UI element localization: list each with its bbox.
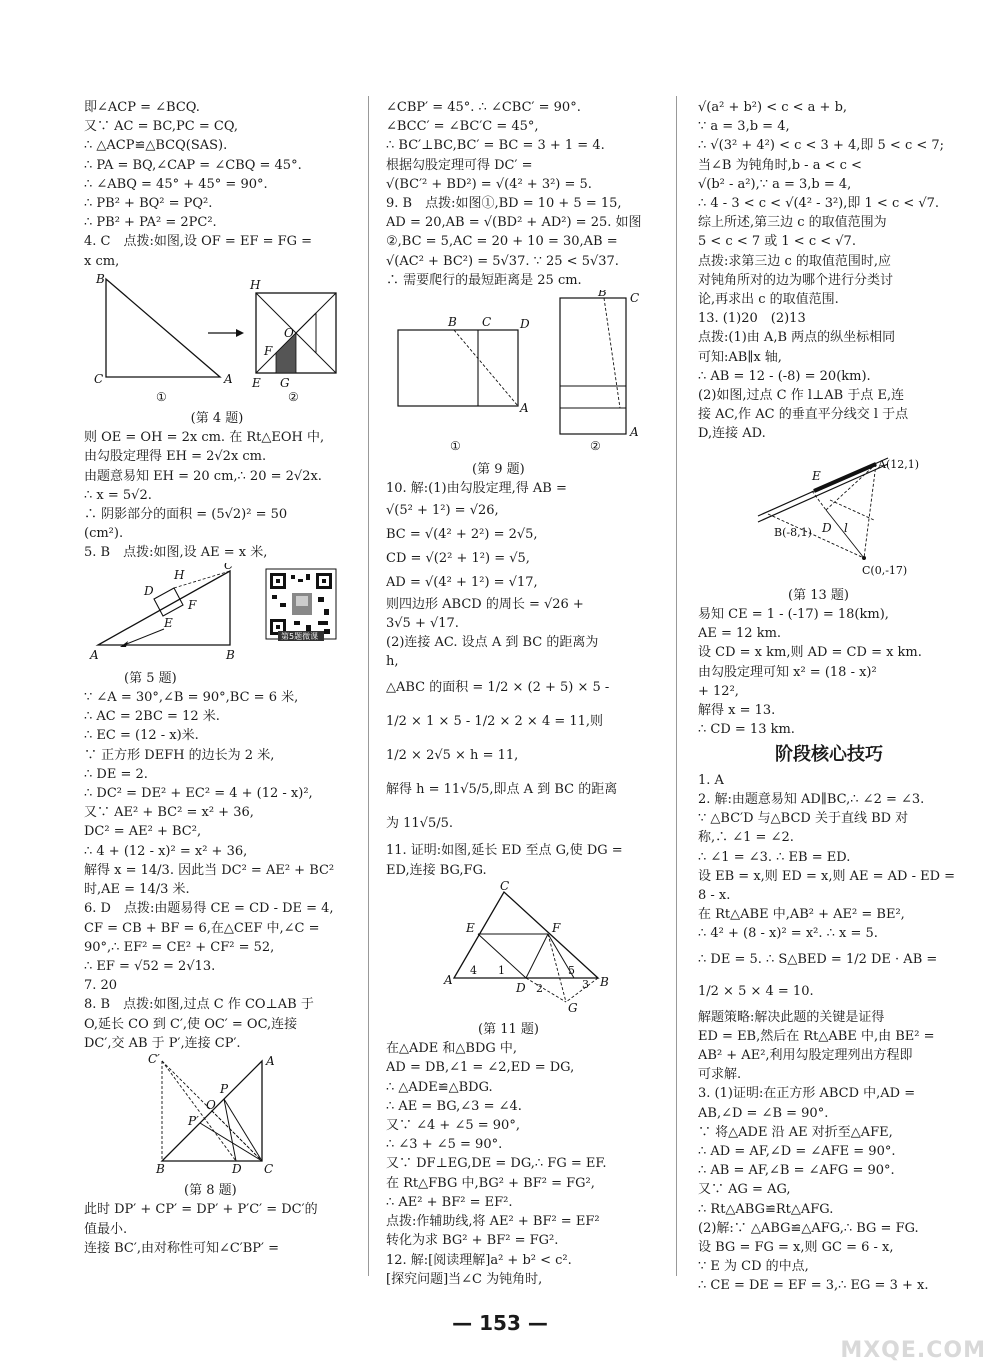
fig13-label: E [812,468,821,483]
fig4-label: F [264,343,273,358]
fig8-label: C [264,1161,274,1175]
text-line: ②,BC = 5,AC = 20 + 10 = 30,AB = [386,234,618,250]
text-line: ∴ 需要爬行的最短距离是 25 cm. [386,272,582,288]
fig5-label: H [174,567,185,582]
text-line: ∴ 4 + (12 - x)² = x² + 36, [84,843,248,859]
text-line: 时,AE = 14/3 米. [84,882,190,898]
figure-9 [386,290,648,454]
figure-caption: (第 11 题) [478,1022,539,1038]
fig9-label: D [520,317,530,332]
figure-4 [84,271,350,403]
text-line: 6. D 点拨:由题易得 CE = CD - DE = 4, [84,901,334,917]
text-line: ∴ CE = DE = EF = 3,∴ EG = 3 + x. [698,1278,929,1294]
text-line: 1. A [698,772,724,788]
column-divider-left [368,96,369,1276]
text-line: 1/2 × 5 × 4 = 10. [698,983,814,999]
text-line: ∴ EF = √52 = 2√13. [84,958,216,974]
text-line: 则四边形 ABCD 的周长 = √26 + [386,596,584,612]
text-block [84,1200,350,1258]
text-line: 可知:AB∥x 轴, [698,349,782,365]
text-line: ∴ Rt△ABG≌Rt△AFG. [698,1201,834,1217]
text-line: CF = CB + BF = 6,在△CEF 中,∠C = [84,920,320,936]
figure-caption: (第 8 题) [184,1183,237,1199]
text-block [386,98,648,290]
figure-caption: (第 13 题) [788,587,849,603]
text-line: AB,∠D = ∠B = 90°. [698,1105,829,1121]
text-line: ∴ AE² + BF² = EF². [386,1194,513,1210]
fig11-label: F [552,920,561,935]
section-heading: 阶段核心技巧 [775,744,883,766]
fig4-label: B [96,271,105,286]
fig9-label: ② [590,439,601,454]
text-line: 解得 h = 11√5/5,即点 A 到 BC 的距离 [386,782,618,798]
fig5-label: B [226,647,235,662]
fig11-label: 4 [470,963,477,977]
text-line: DC′,交 AB 于 P′,连接 CP′. [84,1035,241,1051]
fig9-label: ① [450,439,461,454]
text-line: 当∠B 为钝角时,b - a < c < [698,157,862,173]
fig9-label: C [482,315,492,330]
fig11-label: D [516,980,526,995]
fig4-label: A [224,371,233,386]
text-line: ∴ AC = 2BC = 12 米. [84,709,220,725]
text-line: 转化为求 BG² + BF² = FG². [386,1233,559,1249]
text-line: 值最小. [84,1221,128,1237]
text-line: 又∵ DF⊥EG,DE = DG,∴ FG = EF. [386,1156,607,1172]
text-block [698,605,960,739]
text-line: O,延长 CO 到 C′,使 OC′ = OC,连接 [84,1016,298,1032]
fig4-label: C [94,371,104,386]
fig4-label: ② [288,389,299,403]
text-line: 论,再求出 c 的取值范围. [698,292,839,308]
text-line: ∴ PB² + BQ² = PQ². [84,196,213,212]
text-line: 7. 20 [84,978,118,994]
fig4-label: E [252,375,261,390]
fig8-label: A [266,1053,275,1068]
text-line: ∴ √(3² + 4²) < c < 3 + 4,即 5 < c < 7; [698,138,945,154]
text-line: √(AC² + BC²) = 5√37. ∵ 25 < 5√37. [386,253,619,269]
text-block [698,98,960,444]
text-line: ED,连接 BG,FG. [386,862,487,878]
text-line: ∴ DE = 2. [84,766,148,782]
figure-caption: (第 4 题) [190,411,244,427]
text-line: 设 CD = x km,则 AD = CD = x km. [698,645,922,661]
fig5-label: A [90,647,99,662]
text-line: 8. B 点拨:如图,过点 C 作 CO⊥AB 于 [84,997,314,1013]
fig11-label: A [444,972,453,987]
text-line: 则 OE = OH = 2x cm. 在 Rt△EOH 中, [84,430,325,446]
text-line: ∴ PB² + PA² = 2PC². [84,215,217,231]
text-line: 90°,∴ EF² = CE² + CF² = 52, [84,939,275,955]
text-line: 在△ADE 和△BDG 中, [386,1041,518,1057]
column-right [698,98,960,1296]
text-line: ∴ 阴影部分的面积 = (5√2)² = 50 [84,507,288,523]
figure-8 [84,1053,350,1175]
text-line: 为 11√5/5. [386,816,454,832]
figure-caption: (第 5 题) [124,670,177,686]
text-line: ∴ AB = AF,∠B = ∠AFG = 90°. [698,1163,895,1179]
text-line: 13. (1)20 (2)13 [698,311,806,327]
text-block [84,428,350,562]
qr-caption: 第5题微课 [281,631,319,641]
text-line: 点拨:(1)由 A,B 两点的纵坐标相同 [698,330,896,346]
text-line: ∠BCC′ = ∠BC′C = 45°, [386,119,539,135]
text-line: 由勾股定理得 EH = 2√2x cm. [84,449,267,465]
text-line: 1/2 × 1 × 5 - 1/2 × 2 × 4 = 11,则 [386,714,604,730]
text-line: 9. B 点拨:如图①,BD = 10 + 5 = 15, [386,196,622,212]
text-line: ∵ 将△ADE 沿 AE 对折至△AFE, [698,1124,893,1140]
text-line: 3. (1)证明:在正方形 ABCD 中,AD = [698,1086,916,1102]
text-line: √(BC′² + BD²) = √(4² + 3²) = 5. [386,176,592,192]
text-line: √(b² - a²),∵ a = 3,b = 4, [698,176,852,192]
text-line: 12. 解:[阅读理解]a² + b² < c². [386,1252,572,1268]
text-line: 对钝角所对的边为哪个进行分类讨 [698,272,894,288]
fig8-label: B [156,1161,165,1175]
text-line: CD = √(2² + 1²) = √5, [386,550,530,566]
text-line: ∠CBP′ = 45°. ∴ ∠CBC′ = 90°. [386,100,581,115]
fig9-label: B [598,290,607,300]
watermark: MXQE.COM [840,1337,986,1363]
text-line: ∴ 4 - 3 < c < √(4² - 3²),即 1 < c < √7. [698,196,940,212]
text-line: 又∵ AG = AG, [698,1182,791,1198]
fig8-label: P [220,1081,229,1096]
text-line: x cm, [84,253,120,269]
text-line: ∴ ∠3 + ∠5 = 90°. [386,1137,503,1153]
text-line: ∴ x = 5√2. [84,487,152,503]
fig13-label: B(-8,1) [774,525,812,539]
text-line: 解得 x = 14/3. 因此当 DC² = AE² + BC² [84,862,335,878]
page-number: — 153 — [452,1311,548,1335]
text-line: (2)如图,过点 C 作 l⊥AB 于点 E,连 [698,388,905,404]
fig5-label: D [144,583,154,598]
text-block [84,688,350,1053]
text-line: ∴ EC = (12 - x)米. [84,728,199,744]
text-line: ∵ △BC′D 与△BCD 关于直线 BD 对 [698,811,909,827]
text-line: h, [386,654,399,670]
text-line: ∵ ∠A = 30°,∠B = 90°,BC = 6 米, [84,690,299,706]
fig5-label: E [164,615,173,630]
text-line: 设 BG = FG = x,则 GC = 6 - x, [698,1239,894,1255]
text-line: (cm²). [84,526,124,542]
column-middle [386,98,648,1289]
text-line: D,连接 AD. [698,426,766,442]
text-line: + 12², [698,683,739,699]
text-line: 即∠ACP = ∠BCQ. [84,100,200,115]
text-line: 又∵ ∠4 + ∠5 = 90°, [386,1118,520,1134]
text-line: ∵ E 为 CD 的中点, [698,1259,809,1275]
text-line: 设 EB = x,则 ED = x,则 AE = AD - ED = [698,868,956,884]
text-block [386,1039,648,1289]
text-line: 此时 DP′ + CP′ = DP′ + P′C′ = DC′的 [84,1202,318,1218]
column-left [84,98,350,1258]
fig8-label: O [206,1097,216,1112]
text-line: ∴ AB = 12 - (-8) = 20(km). [698,368,871,384]
fig4-label: ① [156,389,167,403]
text-line: 解得 x = 13. [698,703,776,719]
text-line: [探究问题]当∠C 为钝角时, [386,1271,543,1287]
fig13-label: A(12,1) [878,457,920,471]
fig11-label: G [568,1000,578,1014]
fig8-label: P′ [188,1113,199,1128]
text-block [698,771,960,1296]
text-line: (2)连接 AC. 设点 A 到 BC 的距离为 [386,635,599,651]
fig11-label: B [600,974,609,989]
fig11-label: 5 [568,963,575,977]
figure-5 [84,563,350,663]
text-line: DC² = AE² + BC², [84,824,202,840]
text-line: 由题意易知 EH = 20 cm,∴ 20 = 2√2x. [84,468,322,484]
text-line: ∴ CD = 13 km. [698,722,795,738]
text-line: 解题策略:解决此题的关键是证得 [698,1009,885,1025]
text-line: AD = √(4² + 1²) = √17, [386,574,538,590]
text-block [386,479,648,879]
text-line: ∴ DC² = DE² + EC² = 4 + (12 - x)², [84,786,313,802]
fig4-label: O [284,325,294,340]
text-line: 11. 证明:如图,延长 ED 至点 G,使 DG = [386,843,623,859]
text-block [84,98,350,271]
fig13-label: D [822,520,832,535]
text-line: ∵ 正方形 DEFH 的边长为 2 米, [84,747,275,763]
text-line: ∵ a = 3,b = 4, [698,119,790,135]
text-line: 接 AC,作 AC 的垂直平分线交 l 于点 [698,407,909,423]
fig11-label: 3 [582,977,589,991]
text-line: ∴ △ACP≌△BCQ(SAS). [84,138,228,154]
text-line: △ABC 的面积 = 1/2 × (2 + 5) × 5 - [386,680,610,696]
text-line: ∴ AD = AF,∠D = ∠AFE = 90°. [698,1143,896,1159]
fig5-label: F [188,597,197,612]
text-line: ∴ 4² + (8 - x)² = x². ∴ x = 5. [698,926,878,942]
text-line: 可求解. [698,1067,742,1083]
text-line: 5 < c < 7 或 1 < c < √7. [698,234,856,250]
text-line: 4. C 点拨:如图,设 OF = EF = FG = [84,234,313,250]
fig11-label: 1 [498,963,505,977]
text-line: 又∵ AE² + BC² = x² + 36, [84,805,254,821]
fig5-label: C [224,562,234,572]
text-line: ∴ △ADE≌△BDG. [386,1079,493,1095]
text-line: 3√5 + √17. [386,615,459,631]
text-line: AB² + AE²,利用勾股定理列出方程即 [698,1047,913,1063]
text-line: √(5² + 1²) = √26, [386,502,499,518]
text-line: ∴ DE = 5. ∴ S△BED = 1/2 DE · AB = [698,951,938,967]
text-line: ∴ PA = BQ,∠CAP = ∠CBQ = 45°. [84,157,302,173]
text-line: 8 - x. [698,887,731,903]
text-line: BC = √(4² + 2²) = 2√5, [386,526,538,542]
qr-code-icon [266,569,336,641]
text-line: √(a² + b²) < c < a + b, [698,100,848,115]
figure-11 [386,880,648,1014]
text-line: 10. 解:(1)由勾股定理,得 AB = [386,481,567,497]
text-line: ED = EB,然后在 Rt△ABE 中,由 BE² = [698,1028,935,1044]
text-line: ∴ AE = BG,∠3 = ∠4. [386,1098,522,1114]
text-line: 5. B 点拨:如图,设 AE = x 米, [84,545,268,561]
text-line: 易知 CE = 1 - (-17) = 18(km), [698,607,889,623]
fig13-label: l [844,520,848,535]
fig4-label: H [250,277,261,292]
text-line: ∴ ∠ABQ = 45° + 45° = 90°. [84,176,268,192]
text-line: AD = 20,AB = √(BD² + AD²) = 25. 如图 [386,215,642,231]
text-line: 又∵ AC = BC,PC = CQ, [84,119,238,135]
fig11-label: E [466,920,475,935]
text-line: 1/2 × 2√5 × h = 11, [386,748,519,764]
text-line: 根据勾股定理可得 DC′ = [386,157,533,173]
text-line: 由勾股定理可知 x² = (18 - x)² [698,664,877,680]
fig11-label: C [500,879,510,893]
text-line: 在 Rt△FBG 中,BG² + BF² = FG², [386,1175,595,1191]
figure-caption: (第 9 题) [472,462,525,478]
text-line: (2)解:∵ △ABG≌△AFG,∴ BG = FG. [698,1220,919,1236]
text-line: AE = 12 km. [698,626,782,642]
text-line: ∴ ∠1 = ∠3. ∴ EB = ED. [698,849,851,865]
fig11-label: 2 [536,981,543,995]
fig9-label: A [520,401,529,416]
text-line: 点拨:作辅助线,将 AE² + BF² = EF² [386,1214,600,1230]
fig9-label: A [630,425,639,440]
text-line: 在 Rt△ABE 中,AB² + AE² = BE², [698,907,905,923]
fig9-label: C [630,291,640,306]
fig9-label: B [448,315,457,330]
text-line: ∴ BC′⊥BC,BC′ = BC = 3 + 1 = 4. [386,138,605,154]
text-line: AD = DB,∠1 = ∠2,ED = DG, [386,1060,575,1076]
text-line: 2. 解:由题意易知 AD∥BC,∴ ∠2 = ∠3. [698,791,925,807]
column-divider-right [676,96,677,1276]
fig13-label: C(0,-17) [862,563,908,577]
fig4-label: G [280,375,290,390]
text-line: 点拨:求第三边 c 的取值范围时,应 [698,253,892,269]
figure-13 [698,444,960,580]
text-line: 称,∴ ∠1 = ∠2. [698,830,794,846]
text-line: 综上所述,第三边 c 的取值范围为 [698,215,887,231]
text-line: 连接 BC′,由对称性可知∠C′BP′ = [84,1240,280,1256]
fig8-label: C′ [148,1052,160,1066]
fig8-label: D [232,1161,242,1175]
